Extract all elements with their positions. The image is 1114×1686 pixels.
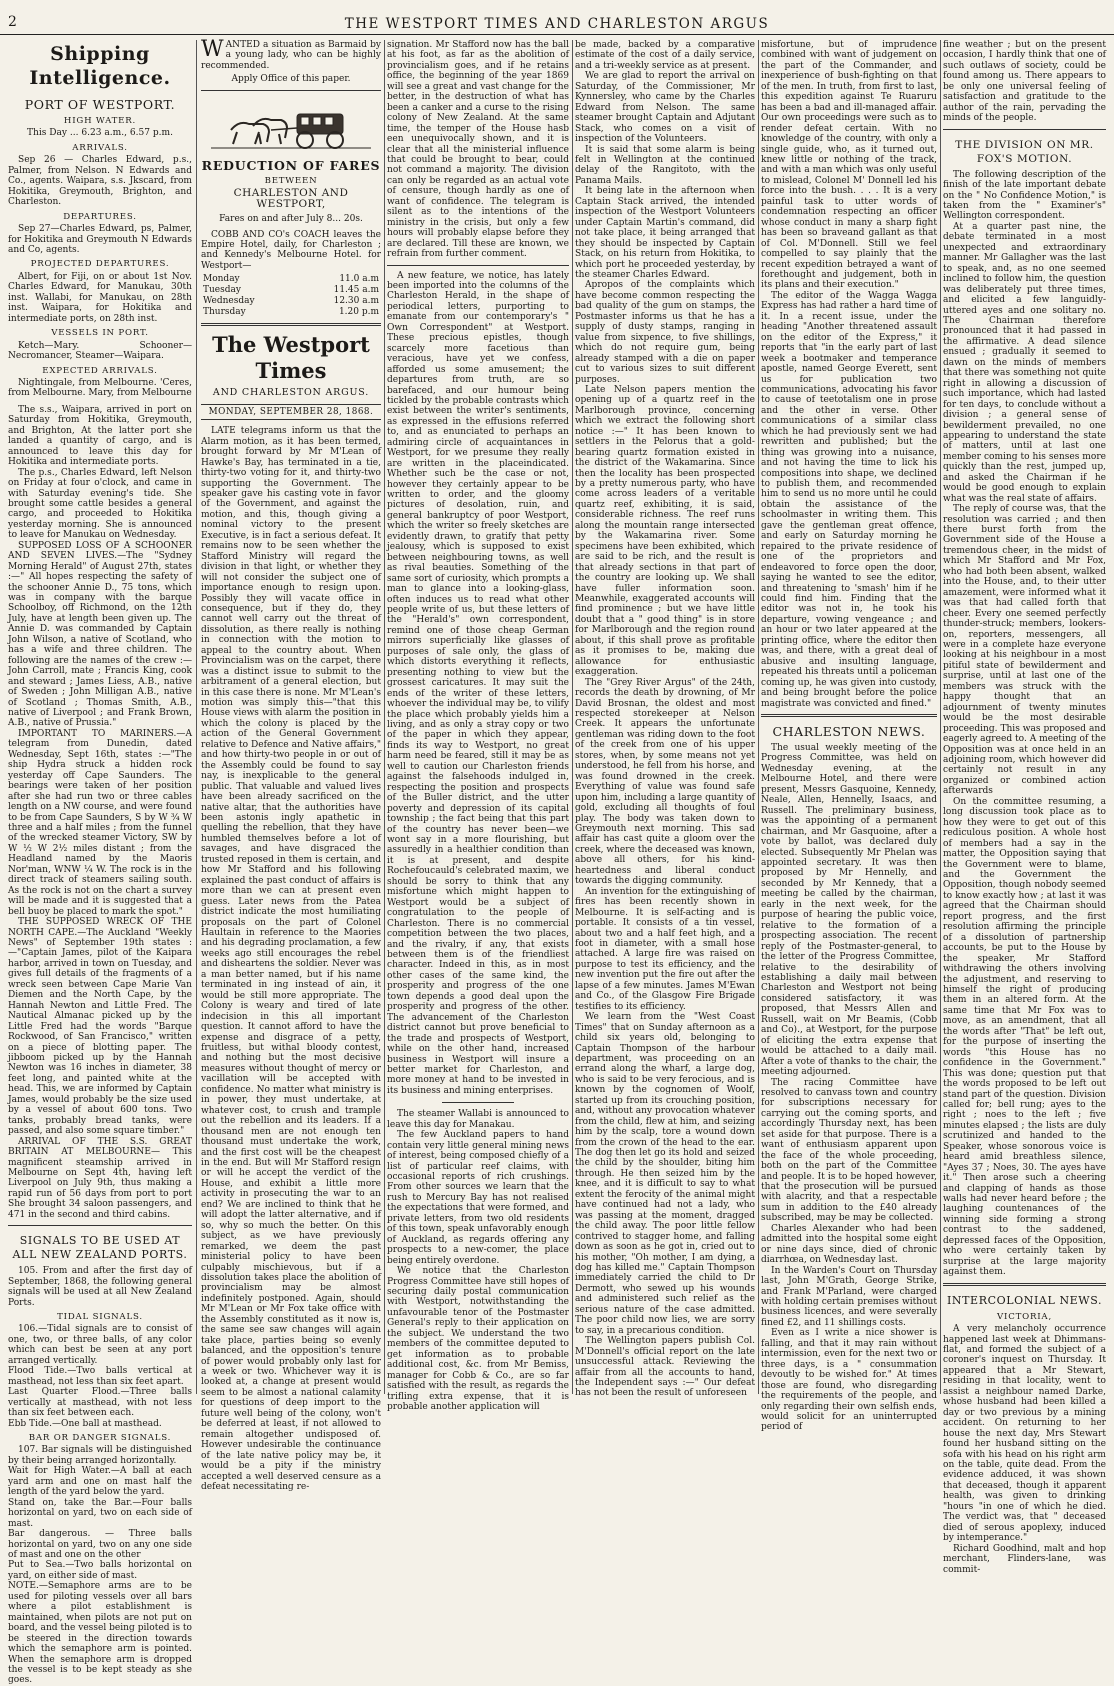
high-water-times: This Day ... 6.23 a.m., 6.57 p.m. [26, 128, 174, 139]
article-paragraph: The steamer Wallabi is announced to leave this day for Manakau. [387, 1109, 569, 1130]
article-paragraph: The following description of the finish of the late important debate on the " No Confidence Motion," is taken from the " Examiner's" Wellington correspondent. [943, 169, 1106, 222]
column-shipping [8, 40, 192, 1686]
expected-label: EXPECTED ARRIVALS. [42, 365, 158, 376]
masthead-title: The Westport Times [212, 332, 370, 384]
schedule-day: Wednesday [203, 296, 255, 307]
article-paragraph: It is said that some alarm is being felt in Wellington at the continued delay of the Rangitoto, with the Panama Mails. [575, 144, 755, 186]
running-header [0, 0, 1114, 35]
signals-paragraph: Last Quarter Flood.—Three balls vertically at masthead, with not less than six feet between each. [8, 1387, 192, 1419]
arrivals-label: ARRIVALS. [72, 142, 128, 153]
column-rule [940, 40, 941, 1394]
signals-paragraph: Flood Tide.—Two balls vertical at masthead, not less than six feet apart. [8, 1366, 192, 1387]
divider [8, 1225, 192, 1226]
newspaper-title: THE WESTPORT TIMES AND CHARLESTON ARGUS [344, 16, 770, 32]
article-paragraph: misfortune, but of imprudence combined with want of judgement on the part of the Commander, and inexperience of bush-fighting on that of the men. In truth, from first to last, this expedition against Te Ruaruru has been a bad and ill-managed affair. Our own proceedings were such as to render defeat certain. With no knowledge of the country, with only a single guide, who, as it turned out, knew little or nothing of the track, and with a man which was only useful to mislead, Colonel M' Donnell led his force into the bush. . . . It is a very painful task to utter words of condemnation respecting an officer whose conduct in many a sharp fight has been so braveand gallant as that of Col. M'Donnell. Still we feel compelled to say plainly that the recent expedition betrayed a want of forethought and judgement, both in its plans and their execution." [761, 40, 937, 291]
article-paragraph: Apropos of the complaints which have become common respecting the bad quality of the gum on stamps, the Postmaster informs us that he has a supply of dusty stamps, ranging in value from sixpence, to five shillings, which do not require gum, being already stamped with a die on paper cut to various sizes to suit different purposes. [575, 280, 755, 385]
bar-signals-label: BAR OR DANGER SIGNALS. [28, 1433, 172, 1444]
departures-label: DEPARTURES. [63, 211, 137, 222]
coach-illustration [201, 100, 381, 152]
article-paragraph: The usual weekly meeting of the Progress Committee, was held on Wednesday evening, at the Melbourne Hotel, and there were present, Messrs Gasquoine, Kennedy, Neale, Allen, Hennelly, Isaacs, and Russell. The preliminary business, was the appointing of a permanent chairman, and Mr Gasquoine, after a vote by ballot, was declared duly elected. Subsequently Mr Phelan was appointed secretary. It was then proposed by Mr Hennelly, and seconded by Mr Kennedy, that a meeting be called by the chairman, early in the next week, for the purpose of hearing the public voice, relative to the formation of a prospecting association. The recent reply of the Postmaster-general, to the letter of the Progress Committee, relative to the desirability of establishing a daily mail between Charleston and Westport not being considered satisfactory, it was proposed, that Messrs Allen and Russell, wait on Mr Beamis, (Cobb and Co)., at Westport, for the purpose of eliciting the extra expense that would be attached to a daily mail. After a vote of thanks to the chair, the meeting adjourned. [761, 743, 937, 1078]
coach-schedule-table [201, 274, 381, 318]
projected-label: PROJECTED DEPARTURES. [30, 259, 170, 270]
article-paragraph: The p.s., Charles Edward, left Nelson on Friday at four o'clock, and came in with Saturday evening's tide. She brought some cattle besides a general cargo, and proceeded to Hokitika yesterday morning. She is announced to leave for Manukau on Wednesday. [8, 467, 192, 541]
schedule-time: 11.0 a.m [339, 274, 379, 285]
article-paragraph: We notice that the Charleston Progress Committee have still hopes of securing daily postal communication with Westport, notwithstanding the unfavourable tenor of the Postmaster General's reply to their application on the subject. We understand the two members of the committee deputed to get information as to probable additional cost, &c. from Mr Bemiss, manager for Cobb & Co., are so far satisfied with the result, as regards the trifling extra expense, that it is probable another application will [387, 1266, 569, 1412]
signals-paragraph: Bar dangerous. — Three balls horizontal on yard, two on any one side of mast and one on the other [8, 1529, 192, 1560]
signals-heading: SIGNALS TO BE USED AT ALL NEW ZEALAND PORTS. [12, 1234, 188, 1262]
divider [442, 1102, 515, 1103]
table-row [201, 274, 381, 285]
table-row [201, 296, 381, 307]
article-paragraph: We learn from the "West Coast Times" that on Sunday afternoon as a child six years old, belonging to Captain Thompson of the harbour department, was proceeding on an errand along the wharf, a large dog, who is said to be very ferocious, and is known by the cognomen of Woolf, started up from its crouching position, and, without any provocation whatever from the child, flew at him, and seizing him by the scalp, tore a wound down from the crown of the head to the ear. The dog then let go its hold and seized the child by the shoulder, biting him through. He then seized him by the knee, and it is difficult to say to what extent the ferocity of the animal might have continued had not a lady, who was passing at the moment, dragged the child away. The poor little fellow contrived to stagger home, and falling down as soon as he got in, cried out to his mother, "Oh mother, I am dying, a dog has killed me." Captain Thompson immediately carried the child to Dr Dermott, who sewed up his wounds and administered such relief as the serious nature of the case admitted. The poor child now lies, we are sorry to say, in a precarious condition. [575, 1012, 755, 1336]
masthead-subtitle: AND CHARLESTON ARGUS. [212, 387, 370, 399]
departures-text: Sep 27—Charles Edward, ps, Palmer, for Hokitika and Greymouth N Edwards and Co, agents. [8, 224, 192, 255]
article-paragraph: The editor of the Wagga Wagga Express has had rather a hard time of it. In a recent issue, under the heading "Another threatened assault on the editor of the Express," it reports that "in the early part of last week a bootmaker and temperance apostle, named George Everett, sent us for publication two communications, advocating his favor to cause of teetotalism one in prose and the other in verse. Other communications of a similar class which he had previously sent we had rewritten and published; but the thing was growing into a nuisance, and not having the time to lick his compositions into shape, we declined to publish them, and recommended him to send us no more until he could obtain the assistance of the schoolmaster in writing them. This gave the gentleman great offence, and early on Saturday morning he repaired to the private residence of one of the proprietors and endeavored to force open the door, saying he wanted to see the editor, and threatening to 'smash' him if he could find him. Finding that the editor was not in, he took his departure, vowing vengeance ; and an hour or two later appeared at the printing office, where the editor then was, and there, with a great deal of abusive and insulting language, repeated his threats until a policeman coming up, he was given into custody, and being brought before the police magistrate was convicted and fined." [761, 290, 937, 709]
article-paragraph: We are glad to report the arrival on Saturday, of the Commissioner, Mr Kynnersley, who came by the Charles Edward from Nelson. The same steamer brought Captain and Adjutant Stack, who comes on a visit of inspection of the Volunteers. [575, 71, 755, 145]
victoria-label: VICTORIA, [997, 1311, 1052, 1322]
signals-paragraph: Stand on, take the Bar.—Four balls horizontal on yard, two on each side of mast. [8, 1497, 192, 1529]
article-paragraph: It being late in the afternoon when Captain Stack arrived, the intended inspection of the Westport Volunteers under Captain Martin's command, did not take place, it being arranged that they should be inspected by Captain Stack, on his return from Hokitika, to which port he proceeded yesterday, by the steamer Charles Edward. [575, 186, 755, 280]
page-number: 2 [8, 14, 17, 30]
article-paragraph: Richard Goodhind, malt and hop merchant, Flinders-lane, was commit- [943, 1543, 1106, 1575]
port-heading: PORT OF WESTPORT. [24, 97, 176, 112]
article-paragraph: IMPORTANT TO MARINERS.—A telegram from Dunedin, dated Wednesday, Sept 16th, states :—"The ship Hydra struck a hidden rock yesterday off Cape Saunders. The bearings were taken of her position after she had run two or three cables length on a NW course, and were found to be from Cape Saunders, S by W ¾ W three and a half miles ; from the funnel of the wrecked steamer Victory, SW by W ½ W 2½ miles distant ; from the Headland named by the Maoris Nor'man, WNW ¼ W. The rock is in the direct track of steamers sailing south. As the rock is not on the chart a survey will be made and it is suggested that a bell buoy be placed to mark the spot." [8, 728, 192, 917]
divider [943, 129, 1106, 130]
divider [201, 323, 381, 326]
article-paragraph: At a quarter past nine, the debate terminated in a most unexpected and extraordinary manner. Mr Gallagher was the last to speak, and, as no one seemed inclined to follow him, the question was deliberately put three times, and elicited a few languidly-uttered ayes and one solitary no. The Chairman therefore pronounced that it had passed in the affirmative. A dead silence ensued ; gradually it seemed to dawn on the minds of members that there was something not quite right in allowing a discussion of such importance, which had lasted for ten days, to conclude without a division ; a general sense of bewilderment prevailed, no one appearing to understand the state of matters, until at last one member coming to his senses more quickly than the rest, jumped up, and asked the Chairman if he would be good enough to explain what was the real state of affairs. [943, 221, 1106, 504]
schedule-time: 11.45 a.m [333, 285, 379, 296]
article-paragraph: ARRIVAL OF THE S.S. GREAT BRITAIN AT MELBOURNE— This magnificent steamship arrived in Melbourne on Sept 4th, having left Liverpool on July 9th, thus making a rapid run of 56 days from port to port She brought 34 saloon passengers, and 471 in the second and third cabins. [8, 1136, 192, 1220]
article-paragraph: The reply of course was, that the resolution was carried ; and then there burst forth from the Government side of the House a tremendous cheer, in the midst of which Mr Stafford and Mr Fox, who had both been absent, walked into the House, and, to their utter amazement, were informed what it was that had called forth that cheer. Every one seemed perfectly thunder-struck; members, lookers-on, reporters, messengers, all were in a complete haze everyone looking at his neighbour in a most pitiful state of bewilderment and surprise, until at last one of the members was struck with the happy thought that an adjournment of twenty minutes would be the most desirable proceeding. This was proposed and eagerly agreed to. A meeting of the Opposition was at once held in an adjoining room, which however did certainly not result in any organized or combined action afterwards [943, 504, 1106, 797]
column-rule [384, 40, 385, 1394]
schedule-day: Thursday [203, 307, 246, 318]
fares-ad-text: COBB AND CO's COACH leaves the Empire Hotel, daily, for Charleston ; and Kennedy's Melbourne Hotel. for Westport— [201, 229, 381, 271]
fares-ad-fares: Fares on and after July 8... 20s. [219, 214, 363, 225]
signals-paragraph: 107. Bar signals will be distinguished by their being arranged horizontally. [8, 1445, 192, 1466]
vessels-label: VESSELS IN PORT. [51, 328, 149, 339]
article-paragraph: SUPPOSED LOSS OF A SCHOONER AND SEVEN LIVES.—The "Sydney Morning Herald" of August 27th, states :—" All hopes respecting the safety of the schooner Annie D., 75 tons, which was in company with the barque Schoolboy, off Richmond, on the 12th July, have at length been given up. The Annie D. was commanded by Captain John Wilson, a native of Scotland, who has a wife and three children. The following are the names of the crew :—John Carroll, mate ; Francis King, cook and steward ; James Liess, A.B., native of Sweden ; John Milligan A.B., native of Scotland ; Thomas Smith, A.B., native of Liverpool ; and Frank Brown, A.B., native of Prussia." [8, 540, 192, 729]
fares-ad-route: CHARLESTON AND WESTPORT, [233, 187, 349, 210]
signals-paragraph: 106.—Tidal signals are to consist of one, two, or three balls, of any color which can best be seen at any port arranged vertically. [8, 1324, 192, 1366]
expected-text: Nightingale, from Melbourne. 'Ceres, from Melbourne. Mary, from Melbourne [8, 377, 192, 399]
schedule-time: 1.20 p.m [338, 307, 379, 318]
barmaid-ad-contact: Apply Office of this paper. [231, 74, 351, 85]
divider [387, 265, 569, 266]
divider [201, 90, 381, 91]
article-paragraph: be made, backed by a comparative estimate of the cost of a daily service, and a tri-weekly service as at present. [575, 40, 755, 71]
article-paragraph: Even as I write a nice shower is falling, and that it may rain without intermission, even for the next two or three days, is a " consummation devoutly to be wished for." At times those are found, who disregarding the requirements of the people, and only regarding their own selfish ends, would solicit for an uninterrupted period of [761, 1328, 937, 1433]
article-paragraph: THE SUPPOSED WRECK OF THE NORTH CAPE.—The Auckland "Weekly News" of September 19th states :—"Captain James, pilot of the Kaipara harbor, arrived in town on Tuesday, and gives full details of the fragments of a wreck seen between Cape Marie Van Diemen and the North Cape, by the Hannah Newton and Little Fred. The Nautical Almanac picked up by the Little Fred had the words "Barque Rockwood, of San Francisco," written on a piece of blotting paper. The jibboom picked up by the Hannah Newton was 16 inches in diameter, 38 feet long, and painted white at the head. This, we are informed by Captain James, would probably be the size used by a vessel of about 600 tons. Two tanks, probably bread tanks, were passed, and also some square timber." [8, 917, 192, 1137]
schedule-time: 12.30 a.m [333, 296, 379, 307]
projected-text: Albert, for Fiji, on or about 1st Nov. Charles Edward, for Manukau, 30th inst. Wallabi, for Manukau, on 28th inst. Waipara, for Hokitika and intermediate ports, on 28th inst. [8, 271, 192, 324]
signals-paragraph: Ebb Tide.—One ball at masthead. [8, 1418, 162, 1429]
editorial-lead: LATE telegrams inform us that the Alarm motion, as it has been termed, brought forward by Mr M'Lean of Hawke's Bay, has terminated in a tie, thirty-two voting for it, and thirty-two supporting the Government. The speaker gave his casting vote in favor of the Government, and against the motion, and this, though giving a nominal victory to the present Executive, is in fact a serious defeat. It remains now to be seen whether the Stafford Ministry will regard the division in that light, or whether they will not consider the subject one of importance enough to resign upon. Possibly they will vacate office in consequence, but if they do, they cannot well carry out the threat of dissolution, as there really is nothing in connection with the motion to appeal to the country about. When Provincialism was on the carpet, there was a distinct issue to submit to the arbitrament of a general election, but in this case there is none. Mr M'Lean's motion was simply this—"that this House views with alarm the position in which the colony is placed by the action of the General Government relative to Defence and Native affairs," and how thirty-two people in or out of the Assembly could be found to say nay, is inexplicable to the general public. That valuable and valued lives have been already sacrificed on the native altar, that the authorities have been astonis ingly apathetic in quelling the rebellion, that they have humbled themselves before a lot of savages, and have disgraced the trusted reposed in them is certain, and how Mr Stafford and his following explained the past conduct of affairs is more than we can at present even guess. Later news from the Patea district indicate the most humiliating proposals on the part of Colonel Haultain in reference to the Maories and his degrading proclamation, a few weeks ago still encourages the rebel and disheartens the soldier. Never was a man better named, but if his name terminated in ing instead of ain, it would be still more appropriate. The Colony is weary and tired of late indecision in this all important question. It cannot afford to have the expense and disgrace of a petty, fruitless, but withal bloody contest, and nothing but the most decisive measures without thought of mercy or vacillation will be accepted with confidence. No matter what ministry is in power, they must undertake, at whatever cost, to crush and trample out the rebellion and its leaders. If a thousand men are not enough ten thousand must undertake the work, and the first cost will be the cheapest in the end. But will Mr Stafford resign or will he accept the verdict of the House, and exhibit a little more activity in prosecuting the war to an end? We are inclined to think that he will adopt the latter alternative, and if so, why so much the better. On this subject, as we have previously remarked, we deem the past ministerial policy to have been culpably mischievous, but if a dissolution takes place the abolition of provincialism may be almost indefinitely postponed. Again, should Mr M'Lean or Mr Fox take office with the Assembly constituted as it now is, the same see saw changes will again take place, parties being so evenly balanced, and the opposition's tenure of power would probably only last for a week or two. Whichever way it is looked at, a change at present would seem to be almost a national calamity for questions of deep import to the future well being of the colony, won't be deferred at least, if not allowed to remain altogether undisposed of. However undesirable the continuance of the late native policy may be, it would be a pity if the ministry accepted a well deserved censure as a defeat necessitating re- [201, 426, 381, 1493]
table-row [201, 285, 381, 296]
high-water-label: HIGH WATER. [63, 116, 137, 126]
column-local-news [575, 40, 755, 1399]
article-paragraph: The "Grey River Argus" of the 24th, records the death by drowning, of Mr David Brosnan, the oldest and most respected storekeeper at Nelson Creek. It appears the unfortunate gentleman was riding down to the foot of the creek from one of his upper stores, when, by some means not yet understood, he fell from his horse, and was found drowned in the creek. Everything of value was found safe upon him, including a large quantity of gold, excluding all thoughts of foul play. The body was taken down to Greymouth next morning. This sad affair has cast quite a gloom over the creek, where the deceased was known, above all others, for his kind-heartedness and liberal conduct towards the digging community. [575, 677, 755, 887]
schedule-day: Monday [203, 274, 240, 285]
tidal-signals-label: TIDAL SIGNALS. [57, 1312, 143, 1323]
signals-paragraph: 105. From and after the first day of September, 1868, the following general signals will be used at all New Zealand Ports. [8, 1266, 192, 1308]
article-paragraph: A very melancholy occurrence happened last week at Dhimmans-flat, and formed the subject of a coroner's inquest on Thursday. It appeared that a Mr Stewart, residing in that locality, went to assist a neighbour named Darke, whose husband had been killed a day or two previous by a mining accident. On returning to her house the next day, Mrs Stewart found her husband sitting on the sofa with his head on his right arm on the table, quite dead. From the evidence adduced, it was shown that deceased, though it apparent health, was given to drinking "hours "in one of which he died. The verdict was, that " deceased died of serous apoplexy, induced by intemperance." [943, 1324, 1106, 1544]
vessels-text: Ketch—Mary. Schooner—Necromancer, Steamer—Waipara. [8, 340, 192, 362]
article-paragraph: fine weather ; but on the present occasion, I hardly think that one of such outlaws of society, could be found among us. There appears to be only one universal feeling of satisfaction and gratitude to the author of the rain, pervading the minds of the people. [943, 40, 1106, 124]
intercolonial-heading: INTERCOLONIAL NEWS. [946, 1293, 1103, 1307]
schedule-day: Tuesday [203, 285, 241, 296]
column-rule [196, 40, 197, 1394]
fares-ad-title: REDUCTION OF FARES [201, 158, 381, 174]
article-paragraph: signation. Mr Stafford now has the ball at his foot, as far as the abolition of provincialism goes, and if he retains office, the beginning of the year 1869 will see a great and vast change for the better, in the destruction of what has been a canker and a curse to the rising colony of New Zealand. At the same time, the temper of the House hasb een unequivocally shown, and it is clear that all the ministerial influence that could be brought to bear, could not command a majority. The division can only be regarded as an actual vote of censure, though hardly as one of want of confidence. The telegram is silent as to the intentions of the ministry in the crisis, but only a few hours will probably elapse before they are declared. Till these are known, we refrain from further comment. [387, 40, 569, 260]
article-paragraph: The Wellington papers publish Col. M'Donnell's official report on the late unsuccessful attack. Reviewing the affair from all the accounts to hand, the Independent says :—" Our defeat has not been the result of unforeseen [575, 1336, 755, 1399]
divider [761, 714, 937, 717]
column-charleston-news [761, 40, 937, 1433]
table-row [201, 307, 381, 318]
shipping-heading: Shipping Intelligence. [29, 43, 171, 89]
charleston-news-heading: CHARLESTON NEWS. [772, 724, 926, 739]
article-paragraph: Charles Alexander who had been admitted into the hospital some eight or nine days since, died of chronic diarrhœa, on Wednesday last. [761, 1223, 937, 1266]
article-paragraph: The few Auckland papers to hand contain very little general mining news of interest, being composed chiefly of a list of particular reef claims, with occasional reports of rich crushings. From other sources we learn that the rush to Mercury Bay has not realised the expectations that were formed, and private letters, from two old residents of this town, speak unfavorably enough of Auckland, as regards offering any prospects to a new-comer, the place being entirely overdone. [387, 1130, 569, 1266]
article-paragraph: On the committee resuming, a long discussion took place as to how they were to get out of this rediculous position. A whole host of members had a say in the matter, the Opposition saying that the Government were to blame, and the Government the Opposition, though nobody seemed to know exactly how ; at last it was agreed that the Chairman should report progress, and the first resolution affirming the principle of a dissolution of partnership accounts, be put to the House by the speaker, Mr Stafford withdrawing the others involving the adjustment, and reserving to himself the right of producing them in an altered form. At the same time that Mr Fox was to move, as an amendment, that all the words after "That" be left out, for the purpose of inserting the words "this House has no confidence in the Government." This was done; question put that the words proposed to be left out stand part of the question. Division called for; bell rung; ayes to the right ; noes to the left ; five minutes elapsed ; the lists are duly scrutinized and handed to the Speaker, whose sonorous voice is heard amid breathless silence, "Ayes 37 ; Noes, 30. The ayes have it." Then arose such a cheering and clapping of hands as those walls had never heard before ; the laughing countenances of the winning side forming a strong contrast to the saddened, depressed faces of the Opposition, who were certainly taken by surprise at the large majority against them. [943, 796, 1106, 1278]
column-editorial [201, 37, 381, 1493]
article-paragraph: The racing Committee have resolved to canvass town and country for subscriptions necessary for carrying out the coming sports, and accordingly Thursday next, has been set aside for that purpose. There is a want of enthusiasm apparent upon the face of the whole proceeding, both on the part of the Committee and people. It is to be hoped however, that the prosecution will be pursued with alacrity, and that a respectable sum in addition to the £40 already subscribed, may be may be collected. [761, 1077, 937, 1224]
issue-date: MONDAY, SEPTEMBER 28, 1868. [201, 404, 381, 420]
signals-paragraph: Put to Sea.—Two balls horizontal on yard, on either side of mast. [8, 1560, 192, 1581]
divider [943, 1283, 1106, 1286]
signals-paragraph: Wait for High Water.—A ball at each yard arm and one on mast half the length of the yard below the yard. [8, 1466, 192, 1498]
division-heading: THE DIVISION ON MR. FOX'S MOTION. [955, 138, 1094, 165]
article-paragraph: A new feature, we notice, has lately been imported into the columns of the Charleston Herald, in the shape of periodical letters, purporting to emanate from our contemporary's " Own Correspondent" at Westport. These precious epistles, though scarcely more facetious than veracious, have yet we confess, afforded us some amusement; the departures from truth, are so barefaced, and our humour being tickled by the probable contrasts which exist between the writer's sentiments, as expressed in the effusions referred to, and as enunciated to perhaps an admiring circle of acquaintances in Westport, for we presume they really are written in the placeindicated. Whether such be the case or not, however they certainly appear to be written to order, and the gloomy pictures of desolation, ruin, and general bankruptcy of poor Westport, which the writer so freely sketches are evidently drawn, to gratify that petty jealousy, which is supposed to exist between neighbouring towns, as well as rival beauties. Something of the same sort of curiosity, which prompts a man to glance into a looking-glass, often induces us to read what other people write of us, but these letters of the "Herald's" own correspondent, remind one of those cheap German mirrors superficially like glasses of purposes of sale only, the glass of which distorts everything it reflects, presenting nothing to view but the grossest caricatures. It may suit the ends of the writer of these letters, whoever the individual may be, to vilify the place which probably yields him a living, and as only a stray copy or two of the paper in which they appear, finds its way to Westport, no great harm need be feared, still it may be as well to caution our Charleston friends against the falsehoods indulged in, respecting the position and prospects of the Buller district, and the utter poverty and depression of its capital township ; the fact being that this part of the country has never been—we wont say in a more flourishing, but assuredly in a healthier condition than it is at present, and despite Rochefoucauld's celebrated maxim, we should be sorry to think that any misfortune which might happen to Westport would be a subject of congratulation to the people of Charleston. There is no commercial competition between the two places, and the rivalry, if any, that exists between them is of the friendliest character. Indeed in this, as in most other cases of the same kind, the prosperity and progress of the one town depends a good deal upon the prosperity and progress of the other. The advancement of the Charleston district cannot but prove beneficial to the trade and prospects of Westport, while on the other hand, increased business in Westport will insure a better market for Charleston, and more money at hand to be invested in its business and mining enterprises. [387, 270, 569, 1096]
article-paragraph: Late Nelson papers mention the opening up of a quartz reef in the Marlborough province, concerning which we extract the following short notice :—" It has been known to settlers in the Pelorus that a gold-bearing quartz formation existed in the district of the Wakamarina. Since then the locality has been prospected by a pretty numerous party, who have come across leaders of a veritable quartz reef, exhibiting, it is said, considerable richness. The reef runs along the mountain range intersected by the Wakamarina river. Some specimens have been exhibited, which are said to be rich, and the result is that already sections in that part of the country are looking up. We shall have fuller information soon. Meanwhile, exaggerated accounts will find prominence ; but we have little doubt that a " good thing" is in store for Marlborough and the region round about, if this shall prove as profitable as it promises to be, making due allowance for enthusiastic exaggeration. [575, 384, 755, 678]
signals-paragraph: NOTE.—Semaphore arms are to be used for piloting vessels over all bars where a pilot establishment is maintained, when pilots are not put on board, and the vessel being piloted is to be steered in the direction towards which the semaphore arm is pointed. When the semaphore arm is dropped the vessel is to be kept steady as she goes. [8, 1581, 192, 1686]
column-rule [758, 40, 759, 1394]
column-editorial-continued [387, 40, 569, 1412]
fares-ad-between: BETWEEN [264, 175, 318, 186]
barmaid-ad-text: WANTED a situation as Barmaid by a young lady, who can be highly recommended. [201, 37, 381, 71]
arrivals-text: Sep 26 — Charles Edward, p.s., Palmer, from Nelson. N Edwards and Co., agents. Waipara, s.s. Jkscard, from Hokitika, Greymouth, Brighton, and Charleston. [8, 155, 192, 208]
article-paragraph: The s.s., Waipara, arrived in port on Saturday from Hokitika, Greymouth, and Brighton, At the latter port she landed a quantity of cargo, and is announced to leave this day for Hokitika and intermediate ports. [8, 404, 192, 468]
column-division-intercolonial [943, 40, 1106, 1575]
column-rule [572, 40, 573, 1394]
article-paragraph: An invention for the extinguishing of fires has been recently shown in Melbourne. It is self-acting and is portable. It consists of a tin vessel, about two and a half feet high, and a foot in diameter, with a small hose attached. A large fire was raised on purpose to test its efficiency, and the new invention put the fire out after the lapse of a few minutes. James M'Ewan and Co., of the Glasgow Fire Brigade testifies to its efficiency. [575, 886, 755, 1012]
article-paragraph: In the Warden's Court on Thursday last, John M'Grath, George Strike, and Frank M'Parland, were charged with holding certain premises without business licences, and were severally fined £2, and 11 shillings costs. [761, 1265, 937, 1328]
